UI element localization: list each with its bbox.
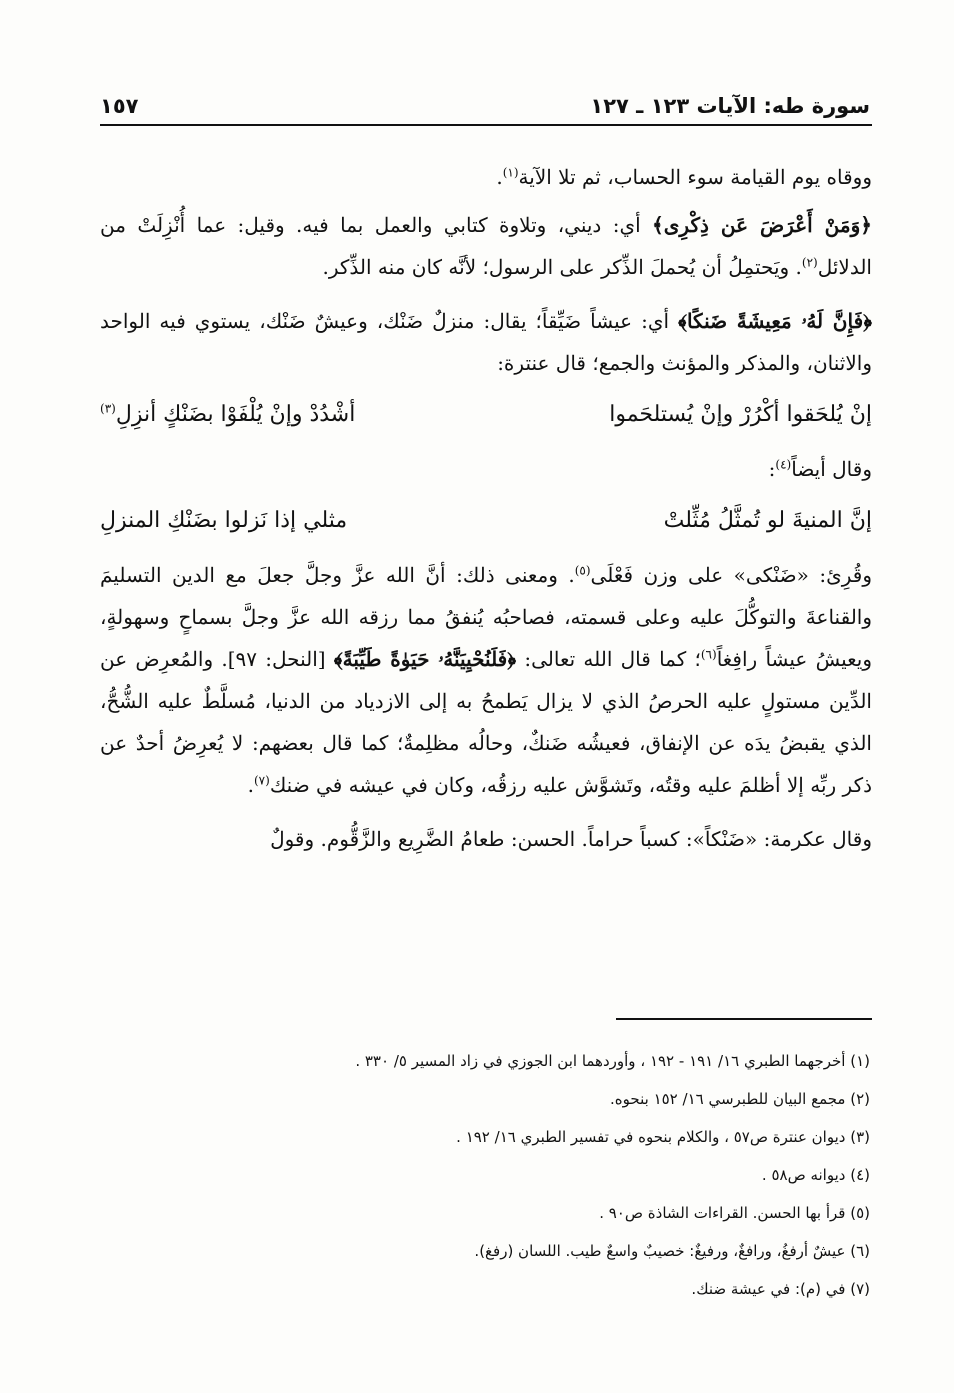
paragraph-6 xyxy=(100,818,872,860)
footnote-ref: (١) xyxy=(502,165,519,180)
footnote-ref: (٢) xyxy=(801,255,818,270)
verse-hemistich-right: إنَّ المنيةَ لو تُمثَّلُ مُثِّلتْ xyxy=(663,508,872,533)
paragraph-text: وقال أيضاً xyxy=(791,457,872,481)
paragraph-text: . xyxy=(496,165,503,189)
footnote-ref: (٥) xyxy=(574,563,591,578)
chapter-title: سورة طه: الآيات ١٢٣ ـ ١٢٧ xyxy=(590,94,870,118)
paragraph-text: . xyxy=(247,773,254,797)
footnote-ref: (٣) xyxy=(100,401,116,416)
paragraph-text: وقُرِئ: «ضَنْكى» على وزن فَعْلَى xyxy=(590,563,872,587)
footnote-6: (٦) عيشٌ أرفغُ، ورافغٌ، ورفيغٌ: خصيبٌ واسعٌ طيب. اللسان (رفغ). xyxy=(474,1242,870,1260)
footnote-ref: (٦) xyxy=(700,647,717,662)
verse-hemistich-left: مثلي إذا نَزلوا بضَنْكِ المنزلِ xyxy=(100,508,348,533)
verse-hemistich-right: إنْ يُلحَقوا أكْرُرْ وإنْ يُستلحَموا xyxy=(609,402,872,427)
footnote-rule xyxy=(616,1018,872,1020)
main-text xyxy=(100,156,872,872)
header-rule xyxy=(100,124,872,126)
footnote-5: (٥) قرأ بها الحسن. القراءات الشاذة ص٩٠ . xyxy=(599,1204,870,1222)
paragraph-text: . ومعنى ذلك: أنَّ الله عزَّ وجلَّ جعلَ مع الدين التسليمَ والقناعةَ والتوكُّلَ عليه وعلى قسمته، فصاحبُه يُنفقُ مما رزقه الله عزَّ وجلَّ بسماحٍ وسهولةٍ، ويعيشُ عيشاً رافِغاً xyxy=(100,563,873,671)
quran-quote: ﴿فَإِنَّ لَهُۥ مَعِيشَةً ضَنكًا﴾ xyxy=(678,309,872,333)
paragraph-text: : xyxy=(768,457,776,481)
paragraph-text: ؛ كما قال الله تعالى: xyxy=(516,647,701,671)
footnote-4: (٤) ديوانه ص٥٨ . xyxy=(761,1166,870,1184)
footnote-ref: (٤) xyxy=(775,457,792,472)
paragraph-2 xyxy=(100,204,872,288)
footnote-2: (٢) مجمع البيان للطبرسي ١٦/ ١٥٢ بنحوه. xyxy=(610,1090,870,1108)
footnote-7: (٧) في (م): في عيشة ضنك. xyxy=(691,1280,870,1298)
page-number: ١٥٧ xyxy=(100,94,139,118)
footnote-1: (١) أخرجهما الطبري ١٦/ ١٩١ - ١٩٢ ، وأوردهما ابن الجوزي في زاد المسير ٥/ ٣٣٠ . xyxy=(355,1052,870,1070)
footnote-ref: (٧) xyxy=(253,773,270,788)
paragraph-3 xyxy=(100,300,872,384)
quran-quote: ﴿وَمَنْ أَعْرَضَ عَن ذِكْرِى﴾ xyxy=(652,213,872,237)
paragraph-text: . ويَحتمِلُ أن يُحملَ الذِّكر على الرسول؛ لأنَّه كان منه الذِّكر. xyxy=(322,255,802,279)
paragraph-5 xyxy=(100,554,872,806)
poetry-verse-2 xyxy=(100,496,872,546)
paragraph-1 xyxy=(100,156,872,198)
running-header xyxy=(100,78,870,118)
poetry-verse-1 xyxy=(100,390,872,440)
footnote-3: (٣) ديوان عنترة ص٥٧ ، والكلام بنحوه في تفسير الطبري ١٦/ ١٩٢ . xyxy=(456,1128,870,1146)
paragraph-text: أي: عيشاً ضَيِّقاً؛ يقال: منزلٌ ضَنْك، وعيشٌ ضَنْك، يستوي فيه الواحد والاثنان، والمذكر والمؤنث والجمع؛ قال عنترة: xyxy=(100,309,872,375)
quran-quote: ﴿فَلَنُحْيِيَنَّهُۥ حَيَوٰةً طَيِّبَةً﴾ xyxy=(333,647,517,671)
paragraph-text: ووقاه يوم القيامة سوء الحساب، ثم تلا الآية xyxy=(518,165,872,189)
paragraph-4 xyxy=(100,448,872,490)
paragraph-text: [النحل: ٩٧]. والمُعرِض عن الدِّين مستولٍ عليه الحرصُ الذي لا يزال يَطمحُ به إلى الازدياد من الدنيا، مُسلَّطٌ عليه الشُّحُّ، الذي يقبضُ يدَه عن الإنفاق، فعيشُه ضَنكٌ، وحالُه مظلِمةٌ؛ كما قال بعضهم: لا يُعرِضُ أحدٌ عن ذكر ربِّه إلا أظلمَ عليه وقتُه، وتَشوَّش عليه رزقُه، وكان في عيشه في ضنك xyxy=(100,647,872,797)
footnotes xyxy=(100,1042,870,1308)
verse-hemistich-left: أشْدُدْ وإنْ يُلْفَوْا بضَنْكٍ أنزِلِ xyxy=(115,402,356,427)
paragraph-text: أي: ديني، وتلاوة كتابي والعمل بما فيه. وقيل: عما أُنْزِلَتْ من الدلائل xyxy=(100,213,872,279)
paragraph-text: وقال عكرمة: «ضَنْكاً»: كسباً حراماً. الحسن: طعامُ الضَّرِيع والزَّقُّوم. وقولٌ xyxy=(270,827,872,851)
